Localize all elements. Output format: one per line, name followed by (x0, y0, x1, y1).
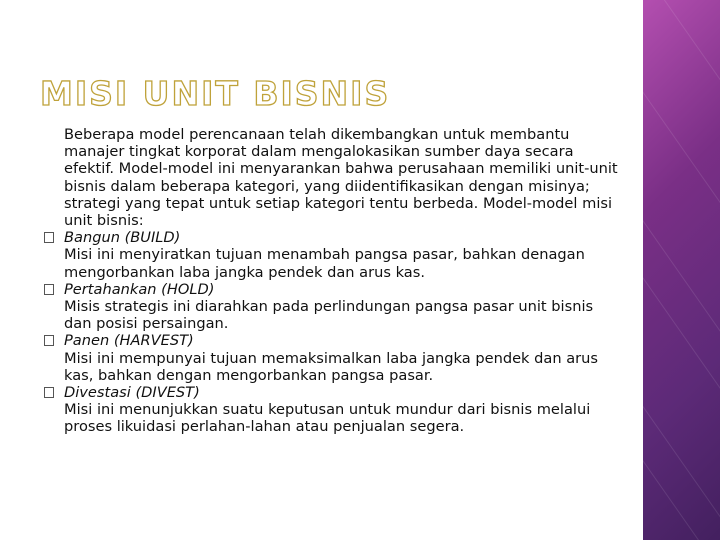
bullet-box-icon (44, 335, 54, 346)
item-description: Misis strategis ini diarahkan pada perlindungan pangsa pasar unit bisnis dan posisi persaingan. (64, 298, 594, 333)
list-item (44, 281, 624, 333)
item-description: Misi ini menyiratkan tujuan menambah pangsa pasar, bahkan denagan mengorbankan laba jangka pendek dan arus kas. (64, 246, 585, 281)
item-title: Pertahankan (HOLD) (64, 280, 215, 298)
intro-paragraph (44, 126, 624, 229)
intro-text: Beberapa model perencanaan telah dikembangkan untuk membantu manajer tingkat korporat dalam mengalokasikan sumber daya secara efektif. Model-model ini menyarankan bahwa perusahaan memiliki unit-unit bisnis dalam beberapa kategori, yang diidentifikasikan dengan misinya; strategi yang tepat untuk setiap kategori tentu berbeda. Model-model misi unit bisnis: (64, 126, 618, 230)
side-band-stripe (641, 60, 720, 241)
decorative-side-band (641, 0, 720, 540)
list-item (44, 384, 624, 436)
bullet-box-icon (44, 387, 54, 398)
item-description: Misi ini mempunyai tujuan memaksimalkan laba jangka pendek dan arus kas, bahkan dengan mengorbankan pangsa pasar. (64, 349, 599, 384)
bullet-box-icon (44, 284, 54, 295)
slide-body (44, 126, 624, 436)
side-band-stripe (650, 0, 720, 161)
bullet-box-icon (44, 232, 54, 243)
item-title: Divestasi (DIVEST) (64, 384, 200, 402)
list-item (44, 332, 624, 384)
list-item (44, 229, 624, 281)
slide-title: MISI UNIT BISNIS (40, 74, 391, 113)
item-title: Panen (HARVEST) (64, 332, 194, 350)
item-description: Misi ini menunjukkan suatu keputusan untuk mundur dari bisnis melalui proses likuidasi perlahan-lahan atau penjualan segera. (64, 401, 591, 436)
item-title: Bangun (BUILD) (64, 229, 181, 247)
side-band-stripe (641, 260, 720, 441)
side-band-stripe (641, 450, 720, 540)
